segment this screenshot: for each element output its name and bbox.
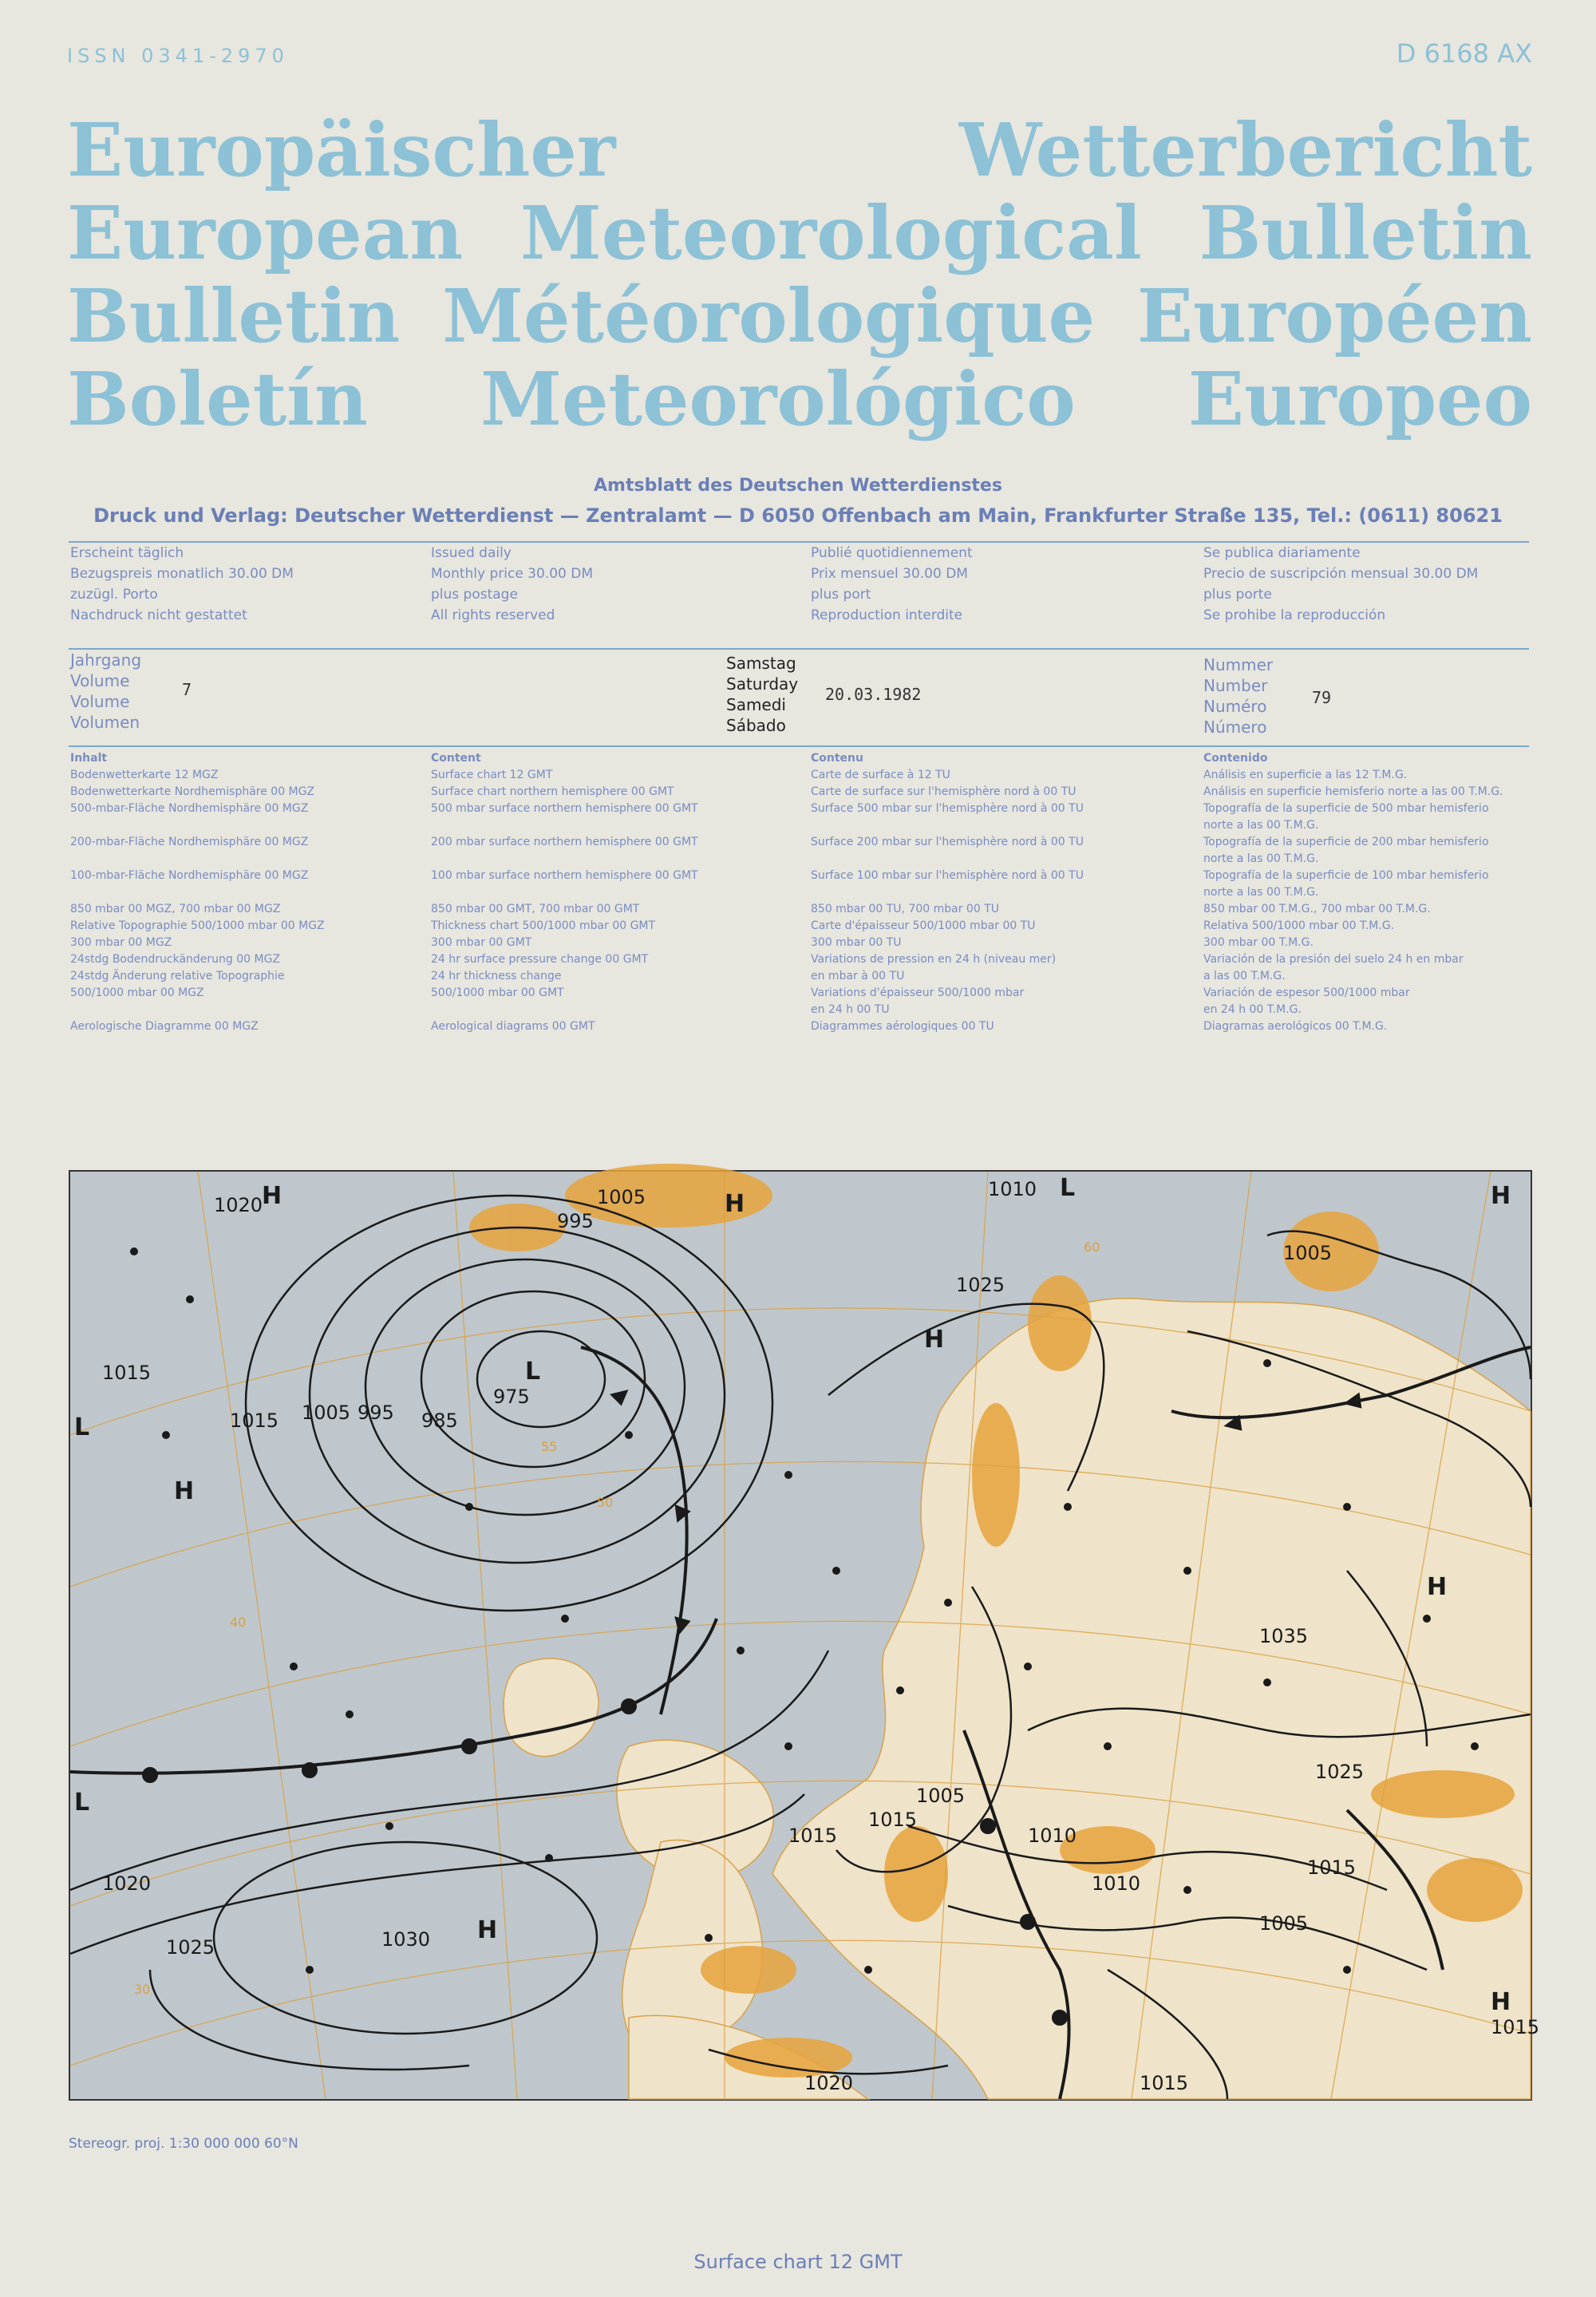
low-center: L: [1060, 1174, 1076, 1202]
isobar-label: 1015: [102, 1362, 152, 1384]
number-labels: Nummer Number Numéro Número: [1203, 655, 1274, 737]
low-center: L: [525, 1358, 541, 1386]
low-center: L: [74, 1789, 90, 1817]
isobar-label: 1020: [214, 1194, 263, 1216]
isobar-label: 985: [421, 1409, 458, 1432]
isobar-label: 995: [358, 1402, 394, 1424]
isobar-label: 1010: [1028, 1825, 1077, 1847]
high-center: H: [1427, 1573, 1448, 1601]
isobar-label: 1010: [1092, 1872, 1141, 1895]
isobar-label: 1035: [1259, 1625, 1309, 1647]
isobar-label: 1030: [381, 1928, 431, 1951]
latitude-label: 55: [541, 1439, 558, 1454]
isobar-label: 1005: [916, 1785, 966, 1807]
subscription-es: Se publica diariamente Precio de suscripción mensual 30.00 DM plus porte Se prohibe la reproducción: [1203, 545, 1479, 623]
high-center: H: [924, 1326, 945, 1354]
projection-note: Stereogr. proj. 1:30 000 000 60°N: [69, 2136, 298, 2152]
latitude-label: 40: [230, 1615, 247, 1630]
isobar-label: 1015: [230, 1409, 279, 1432]
subscription-en: Issued daily Monthly price 30.00 DM plus postage All rights reserved: [431, 545, 594, 623]
issue-date: 20.03.1982: [825, 685, 922, 704]
divider: [69, 745, 1529, 747]
isobar-label: 1015: [1307, 1856, 1357, 1879]
isobar-label: 1025: [166, 1936, 215, 1959]
isobar-label: 995: [557, 1210, 594, 1232]
isobar-label: 1005: [597, 1186, 646, 1208]
contents-de: Inhalt Bodenwetterkarte 12 MGZ Bodenwetterkarte Nordhemisphäre 00 MGZ 500-mbar-Fläche Nordhemisphäre 00 MGZ 200-mbar-Fläche Nordhemisphäre 00 MGZ 100-mbar-Fläche Nordhemisphäre 00 MGZ 850 mbar 00 MGZ, 700 mbar 00 MGZ Relative Topographie 500/1000 mbar 00 MGZ 300 mbar 00 MGZ 24stdg Bodendruckänderung 00 MGZ 24stdg Änderung relative Topographie 500/1000 mbar 00 MGZ Aerologische Diagramme 00 MGZ: [70, 752, 325, 1033]
isobar-label: 975: [493, 1386, 530, 1408]
contents-en: Content Surface chart 12 GMT Surface chart northern hemisphere 00 GMT 500 mbar surface northern hemisphere 00 GMT 200 mbar surface northern hemisphere 00 GMT 100 mbar surface northern hemisphere 00 GMT 850 mbar 00 GMT, 700 mbar 00 GMT Thickness chart 500/1000 mbar 00 GMT 300 mbar 00 GMT 24 hr surface pressure change 00 GMT 24 hr thickness change 500/1000 mbar 00 GMT Aerological diagrams 00 GMT: [431, 752, 698, 1033]
high-center: H: [725, 1190, 745, 1218]
subscription-de: Erscheint täglich Bezugspreis monatlich 30.00 DM zuzügl. Porto Nachdruck nicht gestattet: [70, 545, 294, 623]
surface-weather-chart: [69, 1170, 1540, 2101]
isobar-label: 1005: [1283, 1242, 1333, 1264]
contents-fr: Contenu Carte de surface à 12 TU Carte de surface sur l'hemisphère nord à 00 TU Surface 500 mbar sur l'hemisphère nord à 00 TU Surface 200 mbar sur l'hemisphère nord à 00 TU Surface 100 mbar sur l'hemisphère nord à 00 TU 850 mbar 00 TU, 700 mbar 00 TU Carte d'épaisseur 500/1000 mbar 00 TU 300 mbar 00 TU Variations de pression en 24 h (niveau mer) en mbar à 00 TU Variations d'épaisseur 500/1000 mbar en 24 h 00 TU Diagrammes aérologiques 00 TU: [811, 752, 1084, 1033]
title-english: European Meteorological Bulletin: [67, 190, 1532, 276]
isobar-label: 1015: [1140, 2072, 1189, 2094]
title-german: Europäischer Wetterbericht: [67, 107, 1532, 193]
isobar-label: 1010: [988, 1178, 1037, 1200]
high-center: H: [1491, 1988, 1511, 2016]
contents-es: Contenido Análisis en superficie a las 12 T.M.G. Análisis en superficie hemisferio norte a las 00 T.M.G. Topografía de la superficie de 500 mbar hemisferio norte a las 00 T.M.G. Topografía de la superficie de 200 mbar hemisferio norte a las 00 T.M.G. Topografía de la superficie de 100 mbar hemisferio norte a las 00 T.M.G. 850 mbar 00 T.M.G., 700 mbar 00 T.M.G. Relativa 500/1000 mbar 00 T.M.G. 300 mbar 00 T.M.G. Variación de la presión del suelo 24 h en mbar a las 00 T.M.G. Variación de espesor 500/1000 mbar en 24 h 00 T.M.G. Diagramas aerológicos 00 T.M.G.: [1203, 752, 1503, 1033]
volume-labels: Jahrgang Volume Volume Volumen: [70, 650, 142, 732]
divider: [69, 648, 1529, 650]
landmass-layer: [504, 1299, 1531, 2099]
issn-number: ISSN 0341-2970: [67, 45, 289, 67]
isobar-label: 1020: [102, 1872, 152, 1895]
volume-value: 7: [182, 680, 192, 699]
latitude-label: 30: [134, 1982, 151, 1997]
isobar-label: 1025: [1315, 1761, 1365, 1783]
title-spanish: Boletín Meteorológico Europeo: [67, 356, 1532, 442]
title-french: Bulletin Météorologique Européen: [67, 273, 1532, 359]
high-center: H: [1491, 1182, 1511, 1210]
latitude-label: 60: [1084, 1239, 1100, 1255]
low-center: L: [74, 1413, 90, 1441]
high-center: H: [174, 1477, 195, 1505]
subscription-fr: Publié quotidiennement Prix mensuel 30.00 DM plus port Reproduction interdite: [811, 545, 973, 623]
isobar-label: 1015: [788, 1825, 838, 1847]
chart-caption: Surface chart 12 GMT: [693, 2251, 903, 2273]
issue-number: 79: [1312, 688, 1332, 707]
isobar-label: 1015: [868, 1809, 918, 1831]
weather-map-svg: [70, 1172, 1540, 2099]
isobar-label: 1015: [1491, 2016, 1540, 2038]
weekday-labels: Samstag Saturday Samedi Sábado: [726, 654, 799, 735]
high-center: H: [477, 1916, 498, 1944]
isobar-label: 1005: [1259, 1912, 1309, 1935]
publisher-line: Druck und Verlag: Deutscher Wetterdienst — Zentralamt — D 6050 Offenbach am Main, Frankfurter Straße 135, Tel.: (0611) 80621: [93, 504, 1503, 527]
publication-code: D 6168 AX: [1396, 38, 1532, 69]
high-center: H: [262, 1182, 282, 1210]
isobar-label: 1005: [302, 1402, 351, 1424]
official-gazette-subtitle: Amtsblatt des Deutschen Wetterdienstes: [594, 476, 1002, 496]
latitude-label: 50: [597, 1495, 614, 1510]
isobar-label: 1020: [804, 2072, 854, 2094]
isobar-label: 1025: [956, 1274, 1005, 1296]
